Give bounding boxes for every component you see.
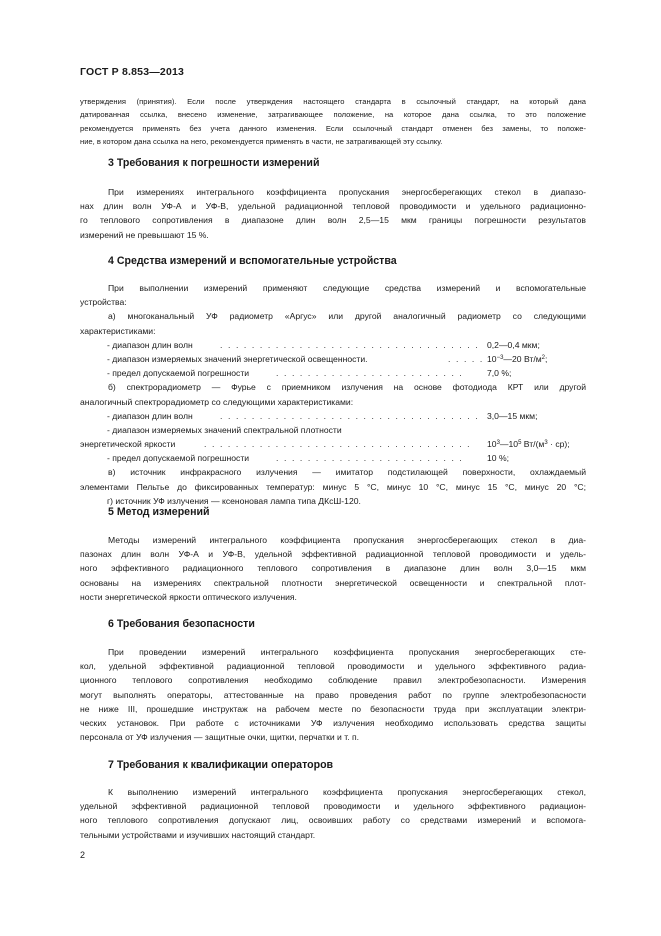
spec-value: $10^{-3}—20$ $Вт/м^2$; (487, 353, 548, 364)
text-line: персонала от УФ излучения — защитные очки, щитки, перчатки и т. п. (80, 732, 360, 743)
leader-dots: . . . . . (448, 353, 484, 364)
text-line: измерений не превышают 15 %. (80, 229, 209, 240)
spec-row (80, 409, 586, 423)
list-item-b: б) спектрорадиометр — Фурье с приемником излучения на основе фотодиода КРТ или другой (108, 382, 586, 393)
text-line: К выполнению измерений интегрального коэффициента пропускания энергосберегающих стекол, (108, 787, 586, 797)
spec-value: 0,2—0,4 мкм; (487, 339, 540, 350)
section-3-heading: 3 Требования к погрешности измерений (108, 157, 320, 169)
section-6-paragraph (80, 645, 586, 744)
text-line: могут выполнять операторы, аттестованные на право проведения работ по группе электробезопасности (80, 689, 586, 700)
text-line: При измерениях интегрального коэффициента пропускания энергосберегающих стекол в диапазо- (108, 187, 586, 197)
page-number: 2 (80, 850, 86, 860)
section-4-heading: 4 Средства измерений и вспомогательные устройства (108, 255, 397, 267)
spec-label: - диапазон измеряемых значений спектральной плотности (107, 424, 342, 435)
text-line: аналогичный спектрорадиометр со следующими характеристиками: (80, 396, 354, 407)
text-line: не ниже III, прошедшие инструктаж на рабочем месте по безопасности труда при эксплуатации электри- (80, 703, 586, 714)
spec-value: 10 %; (487, 453, 509, 464)
leader-dots: . . . . . . . . . . . . . . . . . . . . . . . . . . . . . . . . . (220, 339, 480, 350)
section-7-paragraph (80, 785, 586, 842)
text-line: датированная ссылка, внесено изменение, затрагивающее положение, на которое дана ссылка, то это положение (80, 110, 586, 120)
text-line: рекомендуется применять без учета данного изменения. Если ссылочный стандарт отменен без замены, то положе- (80, 123, 586, 133)
text-line: характеристиками: (80, 325, 156, 336)
spec-row (80, 437, 586, 451)
text-line: ние, в котором дана ссылка на него, рекомендуется применять в части, не затрагивающей эту ссылку. (80, 136, 443, 146)
text-line: ности энергетической яркости оптического излучения. (80, 591, 297, 602)
spec-label: энергетической яркости (80, 439, 176, 450)
text-line: При проведении измерений интегрального коэффициента пропускания энергосберегающих сте- (108, 647, 586, 657)
spec-value: 7,0 %; (487, 368, 512, 379)
text-line: кол, удельной эффективной радиационной тепловой проводимости и удельного эффективного радиа- (80, 661, 586, 672)
text-line: ционного теплового сопротивления необходимо соблюдение правил электробезопасности. Измерения (80, 675, 586, 686)
spec-value: 3,0—15 мкм; (487, 410, 538, 421)
text-line: го теплового сопротивления в диапазоне длин волн 2,5—15 мкм границы погрешности результатов (80, 215, 586, 226)
text-line: основаны на измерениях спектральной плотности энергетической освещенности и спектральной плот- (80, 577, 586, 588)
section-3-paragraph (80, 185, 586, 242)
leader-dots: . . . . . . . . . . . . . . . . . . . . . . . . . . . . . . . . . (220, 410, 480, 421)
text-line: пазонах длин волн УФ-А и УФ-В, удельной эффективной радиационной тепловой проводимости и удель- (80, 549, 586, 560)
text-line: тельными устройствами и изучивших настоящий стандарт. (80, 829, 316, 840)
list-item-c: в) источник инфракрасного излучения — имитатор подстилающей поверхности, охлаждаемый (108, 467, 586, 478)
document-header: ГОСТ Р 8.853—2013 (80, 66, 185, 78)
section-6-heading: 6 Требования безопасности (108, 618, 255, 630)
text-line: Методы измерений интегрального коэффициента пропускания энергосберегающих стекол в диа- (108, 535, 586, 545)
spec-row (80, 451, 586, 465)
leader-dots: . . . . . . . . . . . . . . . . . . . . . . . . (276, 453, 464, 464)
text-line: устройства: (80, 297, 127, 308)
spec-label: - предел допускаемой погрешности (107, 453, 250, 464)
spec-row (80, 352, 586, 366)
text-line: При выполнении измерений применяют следующие средства измерений и вспомогательные (108, 283, 586, 293)
intro-paragraph (80, 95, 586, 148)
section-7-heading: 7 Требования к квалификации операторов (108, 759, 334, 771)
text-line: элементами Пельтье до фиксированных температур: минус 5 °С, минус 10 °С, минус 15 °С, минус 20 °С; (80, 481, 586, 492)
spec-label: - предел допускаемой погрешности (107, 368, 250, 379)
list-item-d: г) источник УФ излучения — ксеноновая лампа типа ДКсШ-120. (107, 495, 361, 506)
text-line: ного эффективного радиационного теплового сопротивления в диапазоне длин волн 3,0—15 мкм (80, 563, 586, 574)
text-line: нах длин волн УФ-А и УФ-В, удельной радиационной тепловой проводимости и удельного радиационно- (80, 201, 586, 212)
section-5-paragraph (80, 533, 586, 604)
text-line: удельной эффективной радиационной тепловой проводимости и удельного эффективного радиацион- (80, 801, 586, 812)
section-4-body (80, 281, 586, 508)
text-line: ного теплового сопротивления допускают лиц, освоивших работу со средствами измерений и вспомога- (80, 815, 586, 826)
list-item-a: а) многоканальный УФ радиометр «Аргус» или другой аналогичный радиометр со следующими (108, 311, 586, 322)
spec-label: - диапазон длин волн (107, 339, 193, 350)
leader-dots: . . . . . . . . . . . . . . . . . . . . . . . . . . . . . . . . . . (204, 439, 472, 450)
spec-row (80, 338, 586, 352)
text-line: утверждения (принятия). Если после утверждения настоящего стандарта в ссылочный стандарт, на который дана (80, 97, 586, 106)
section-5-heading: 5 Метод измерений (108, 506, 210, 518)
text-line: ческих установок. При работе с источниками УФ излучения необходимо использовать средства защиты (80, 718, 586, 729)
spec-label: - диапазон измеряемых значений энергетической освещенности. (107, 353, 368, 364)
spec-value: $10^3—10^5$ $Вт/(м^3 \cdot ср)$; (487, 439, 570, 450)
leader-dots: . . . . . . . . . . . . . . . . . . . . . . . . (276, 368, 464, 379)
spec-label: - диапазон длин волн (107, 410, 193, 421)
spec-row (80, 366, 586, 380)
